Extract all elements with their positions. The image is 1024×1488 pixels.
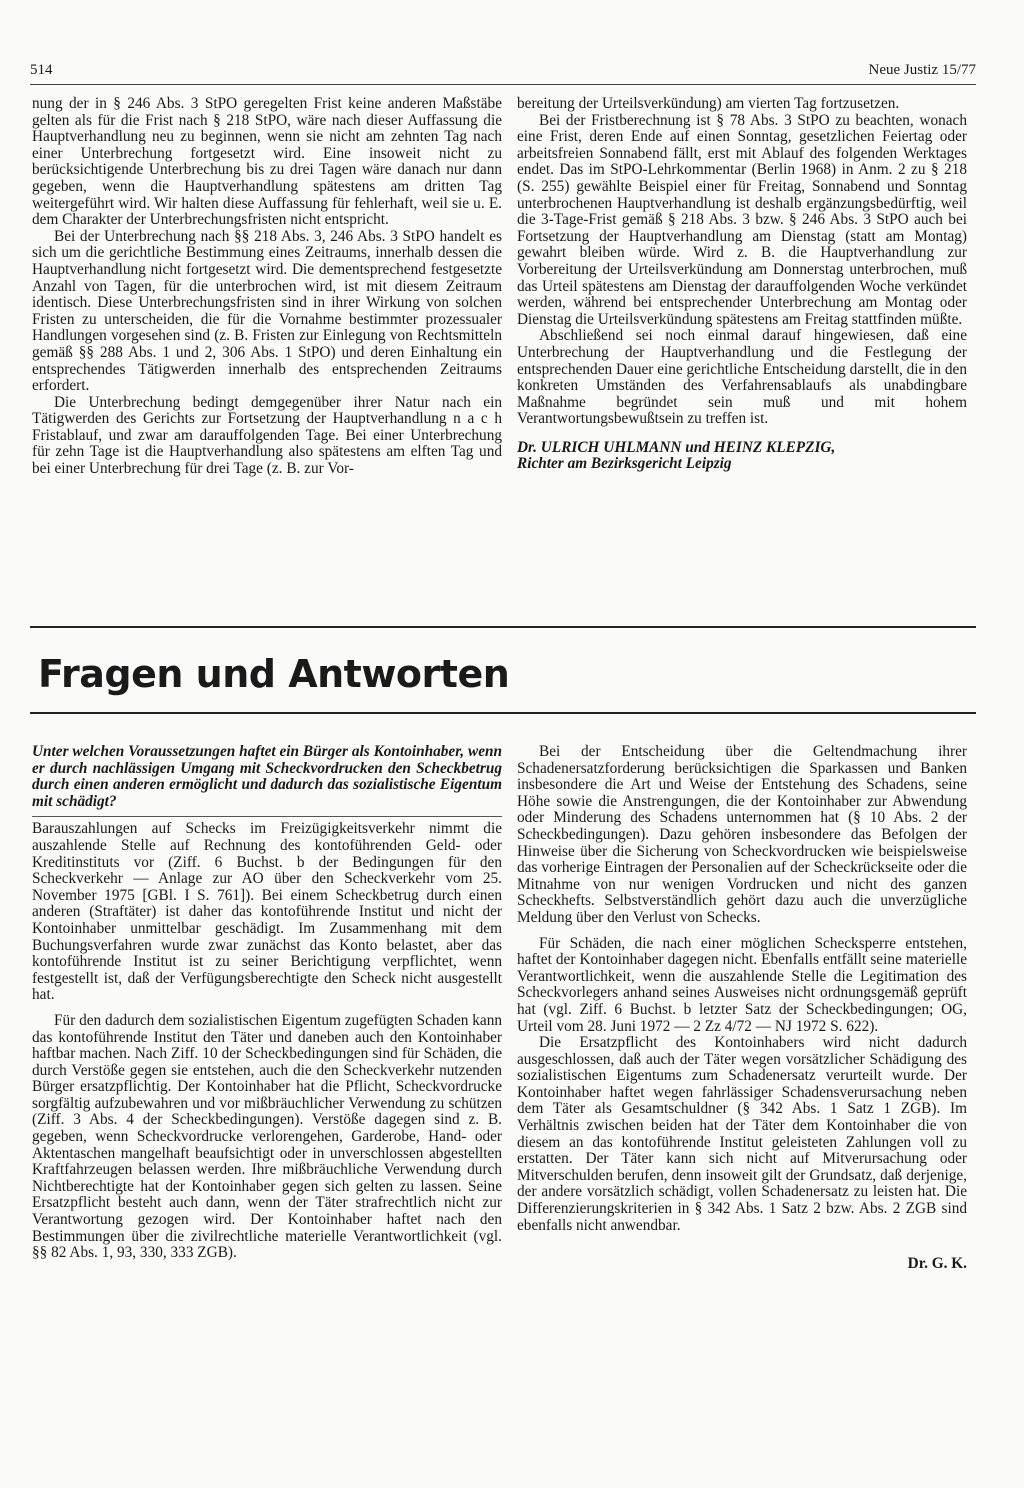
- journal-title: Neue Justiz 15/77: [868, 62, 976, 78]
- article-column-left: [32, 96, 502, 478]
- paragraph: Für Schäden, die nach einer möglichen Schecksperre entstehen, haftet der Kontoinhaber dagegen nicht. Ebenfalls entfällt seine materielle Verantwortlichkeit, wenn die auszahlende Stelle die Legitimation des Scheckvorlegers anhand seines Ausweises nicht ordnungsgemäß geprüft hat (vgl. Ziff. 6 Buchst. b letzter Satz der Scheckbedingungen; OG, Urteil vom 28. Juni 1972 — 2 Zz 4/72 — NJ 1972 S. 622).: [517, 934, 967, 1035]
- question: Unter welchen Voraussetzungen haftet ein Bürger als Kontoinhaber, wenn er durch nachlässigen Umgang mit Scheckvordrucken den Scheckbetrug durch einen anderen ermöglicht und dadurch das sozialistische Eigentum mit schädigt?: [32, 743, 502, 810]
- author-affiliation: Richter am Bezirksgericht Leipzig: [517, 455, 732, 473]
- paragraph: Die Unterbrechung bedingt demgegenüber ihrer Natur nach ein Tätigwerden des Gerichts zur Fortsetzung der Hauptverhandlung n a c h Fristablauf, und zwar am darauffolgenden Tage. Bei einer Unterbrechung für zehn Tage ist die Hauptverhandlung also spätestens am elften Tag und bei einer Unterbrechung für drei Tage (z. B. zur Vor-: [32, 393, 502, 478]
- section-divider: [30, 626, 976, 628]
- paragraph: bereitung der Urteilsverkündung) am vierten Tag fortzusetzen.: [517, 95, 900, 112]
- paragraph: nung der in § 246 Abs. 3 StPO geregelten Frist keine anderen Maßstäbe gelten als für die Frist nach § 218 StPO, wäre nach dieser Auffassung die Hauptverhandlung neu zu beginnen, wenn sie nicht am zehnten Tag nach einer Unterbrechung fortgesetzt wird. Eine insoweit nicht zu berücksichtigende Unterbrechung bis zu drei Tagen wäre danach nur dann gegeben, wenn die Hauptverhandlung spätestens am dritten Tag weitergeführt wird. Wir halten diese Auffassung für fehlerhaft, weil sie u. E. dem Charakter der Unterbrechungsfristen nicht entspricht.: [32, 95, 502, 229]
- paragraph: Bei der Unterbrechung nach §§ 218 Abs. 3, 246 Abs. 3 StPO handelt es sich um die gerichtliche Bestimmung eines Zeitraums, innerhalb dessen die Hauptverhandlung nicht fortgesetzt wird. Die dementsprechend festgesetzte Anzahl von Tagen, für die unterbrochen wird, ist mit diesem Zeitraum identisch. Diese Unterbrechungsfristen sind in ihrer Wirkung von solchen Fristen zu unterscheiden, die für die Vornahme bestimmter prozessualer Handlungen vorgesehen sind (z. B. Fristen zur Einlegung von Rechtsmitteln gemäß §§ 288 Abs. 1 und 2, 306 Abs. 1 StPO) und deren Einhaltung ein entsprechendes Tätigwerden innerhalb des entsprechenden Zeitraums erfordert.: [32, 227, 502, 395]
- paragraph: Bei der Fristberechnung ist § 78 Abs. 3 StPO zu beachten, wonach eine Frist, deren Ende auf einen Sonntag, gesetzlichen Feiertag oder arbeitsfreien Sonnabend fällt, erst mit Ablauf des folgenden Werktages endet. Das im StPO-Lehrkommentar (Berlin 1968) in Anm. 2 zu § 218 (S. 255) gewählte Beispiel einer für Freitag, Sonnabend und Sonntag unterbrochenen Hauptverhandlung ist deshalb ergänzungsbedürftig, weil die 3-Tage-Frist gemäß § 218 Abs. 3 bzw. § 246 Abs. 3 StPO auch bei Fortsetzung der Hauptverhandlung am Dienstag (statt am Montag) gewahrt bleiben würde. Wird z. B. die Hauptverhandlung zur Vorbereitung der Urteilsverkündung am Donnerstag unterbrochen, muß das Urteil spätestens am Dienstag der darauffolgenden Woche verkündet werden, während bei entsprechender Unterbrechung am Montag oder Dienstag die Urteilsverkündung spätestens am Freitag stattfinden müßte.: [517, 111, 967, 328]
- answer-column-right: [517, 744, 967, 1273]
- signature: Dr. G. K.: [907, 1255, 967, 1273]
- section-title: Fragen und Antworten: [38, 652, 510, 696]
- page-number: 514: [30, 62, 53, 78]
- header-rule: [30, 84, 976, 85]
- paragraph: Bei der Entscheidung über die Geltendmachung ihrer Schadenersatzforderung berücksichtigen die Sparkassen und Banken insbesondere die Art und Weise der Entstehung des Schadens, seine Höhe sowie die Anstrengungen, die der Kontoinhaber zur Abwendung oder Minderung des Schadens unternommen hat (§ 10 Abs. 2 der Scheckbedingungen). Dazu gehören insbesondere das Befolgen der Hinweise über die Sicherung von Scheckvordrucken wie beispielsweise das vorherige Eintragen der Personalien auf der Scheckrückseite oder die Mitnahme von nur wenigen Vordrucken und nicht des ganzen Scheckhefts. Selbstverständlich gehört dazu auch die unverzügliche Meldung über den Verlust von Schecks.: [517, 743, 967, 926]
- answer-column-left: [32, 744, 502, 1262]
- author-names: Dr. ULRICH UHLMANN und HEINZ KLEPZIG,: [517, 438, 836, 456]
- page-header: [30, 62, 976, 86]
- paragraph: Barauszahlungen auf Schecks im Freizügigkeitsverkehr nimmt die auszahlende Stelle auf Rechnung des kontoführenden Geld- oder Kreditinstituts vor (Ziff. 6 Buchst. b der Bedingungen für den Scheckverkehr — Anlage zur AO über den Scheckverkehr vom 25. November 1975 [GBl. I S. 761]). Bei einem Scheckbetrug durch einen anderen (Straftäter) ist daher das kontoführende Institut und nicht der Kontoinhaber unmittelbar geschädigt. Im Zusammenhang mit dem Buchungsverfahren wurde zwar zunächst das Konto belastet, aber das kontoführende Institut ist zu seiner Berichtigung verpflichtet, wenn festgestellt ist, daß der Verfügungsberechtigte den Scheck nicht ausgestellt hat.: [32, 820, 502, 1004]
- paragraph: Die Ersatzpflicht des Kontoinhabers wird nicht dadurch ausgeschlossen, daß auch der Täter wegen vorsätzlicher Schädigung des sozialistischen Eigentums zum Schadenersatz verurteilt wurde. Der Kontoinhaber haftet wegen fahrlässiger Schadensverursachung neben dem Täter als Gesamtschuldner (§ 342 Abs. 1 Satz 1 ZGB). Im Verhältnis zwischen beiden hat der Täter dem Kontoinhaber die von diesem an das kontoführende Institut geleisteten Zahlungen voll zu erstatten. Der Täter kann sich nicht auf Mitverursachung oder Mitverschulden berufen, denn insoweit gilt der Grundsatz, daß derjenige, der andere vorsätzlich schädigt, vollen Schadenersatz zu leisten hat. Die Differenzierungskriterien in § 342 Abs. 1 Satz 2 bzw. Abs. 2 ZGB sind ebenfalls nicht anwendbar.: [517, 1034, 967, 1234]
- section-divider: [30, 712, 976, 714]
- paragraph: Für den dadurch dem sozialistischen Eigentum zugefügten Schaden kann das kontoführende Institut den Täter und daneben auch den Kontoinhaber haftbar machen. Nach Ziff. 10 der Scheckbedingungen sind für Schäden, die durch Verstöße gegen sie entstehen, auch die den Scheckverkehr nutzenden Bürger ersatzpflichtig. Der Kontoinhaber hat die Pflicht, Scheckvordrucke sorgfältig aufzubewahren und vor mißbräuchlicher Verwendung zu schützen (Ziff. 3 Abs. 4 der Scheckbedingungen). Verstöße dagegen sind z. B. gegeben, wenn Scheckvordrucke verlorengehen, Garderobe, Hand- oder Aktentaschen mangelhaft beaufsichtigt oder in unverschlossen abgestellten Kraftfahrzeugen belassen werden. Ihre mißbräuchliche Verwendung durch Nichtberechtigte hat der Kontoinhaber gegen sich gelten zu lassen. Seine Ersatzpflicht besteht auch dann, wenn der Täter strafrechtlich nicht zur Verantwortung gezogen wird. Der Kontoinhaber haftet nach den Bestimmungen über die zivilrechtliche materielle Verantwortlichkeit (vgl. §§ 82 Abs. 1, 93, 330, 333 ZGB).: [32, 1011, 502, 1262]
- paragraph: Abschließend sei noch einmal darauf hingewiesen, daß eine Unterbrechung der Hauptverhandlung und die Festlegung der entsprechenden Dauer eine gerichtliche Entscheidung darstellt, die in den konkreten Umständen des Verfahrensablaufs als unabdingbare Maßnahme begründet sein muß und mit hohem Verantwortungsbewußtsein zu treffen ist.: [517, 327, 967, 428]
- question-rule: [32, 816, 502, 817]
- article-column-right: [517, 96, 967, 473]
